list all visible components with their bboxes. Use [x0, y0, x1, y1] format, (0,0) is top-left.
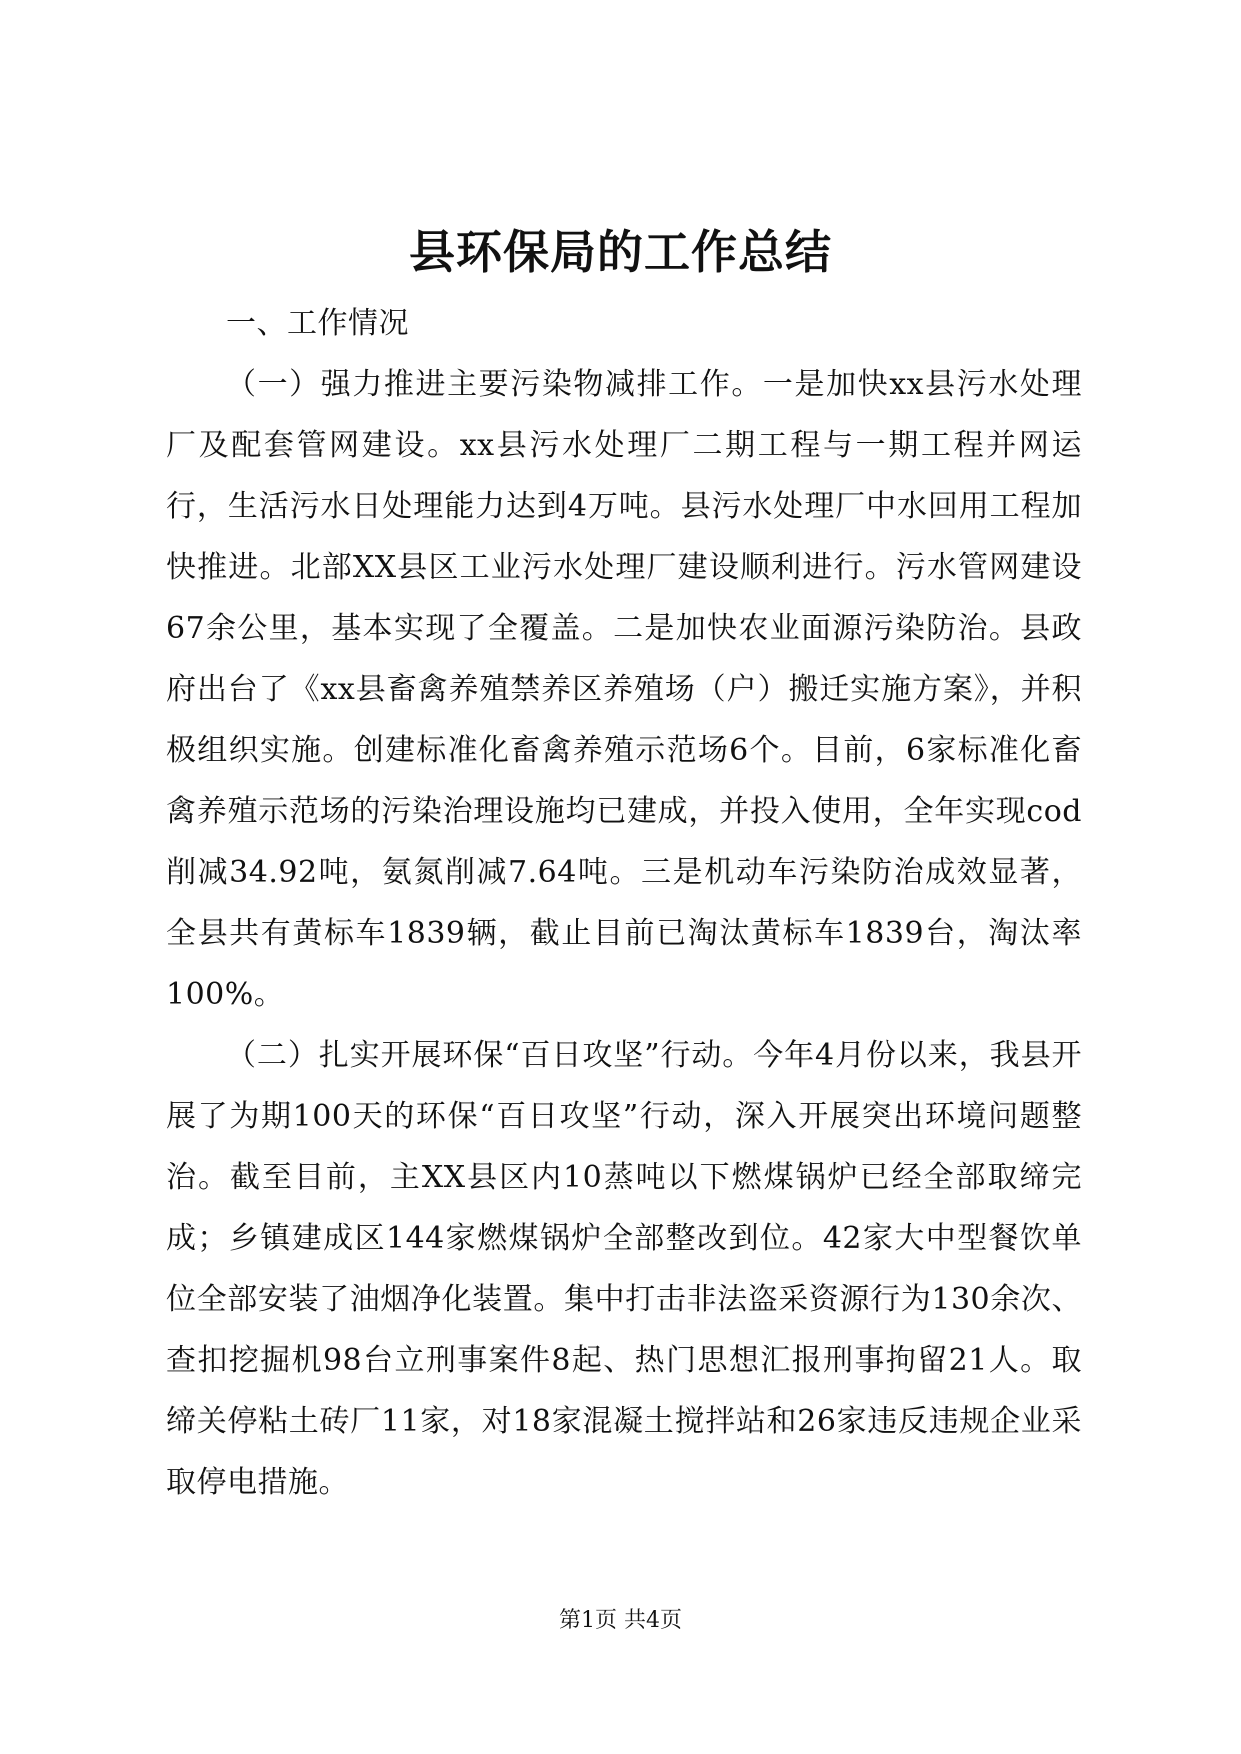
document-title: 县环保局的工作总结	[409, 225, 832, 279]
document-body	[166, 293, 1082, 1513]
paragraph-hundred-day-campaign: （二）扎实开展环保“百日攻坚”行动。今年4月份以来，我县开展了为期100天的环保“百日攻坚”行动，深入开展突出环境问题整治。截至目前，主XX县区内10蒸吨以下燃煤锅炉已经全部取缔完成；乡镇建成区144家燃煤锅炉全部整改到位。42家大中型餐饮单位全部安装了油烟净化装置。集中打击非法盗采资源行为130余次、查扣挖掘机98台立刑事案件8起、热门思想汇报刑事拘留21人。取缔关停粘土砖厂11家，对18家混凝土搅拌站和26家违反违规企业采取停电措施。	[166, 1038, 1082, 1500]
paragraph-emission-reduction: （一）强力推进主要污染物减排工作。一是加快xx县污水处理厂及配套管网建设。xx县污水处理厂二期工程与一期工程并网运行，生活污水日处理能力达到4万吨。县污水处理厂中水回用工程加快推进。北部XX县区工业污水处理厂建设顺利进行。污水管网建设67余公里，基本实现了全覆盖。二是加快农业面源污染防治。县政府出台了《xx县畜禽养殖禁养区养殖场（户）搬迁实施方案》，并积极组织实施。创建标准化畜禽养殖示范场6个。目前，6家标准化畜禽养殖示范场的污染治理设施均已建成，并投入使用，全年实现cod削减34.92吨，氨氮削减7.64吨。三是机动车污染防治成效显著，全县共有黄标车1839辆，截止目前已淘汰黄标车1839台，淘汰率100%。	[166, 367, 1082, 1012]
page-footer: 第1页 共4页	[559, 1608, 682, 1633]
section-heading: 一、工作情况	[226, 306, 409, 341]
